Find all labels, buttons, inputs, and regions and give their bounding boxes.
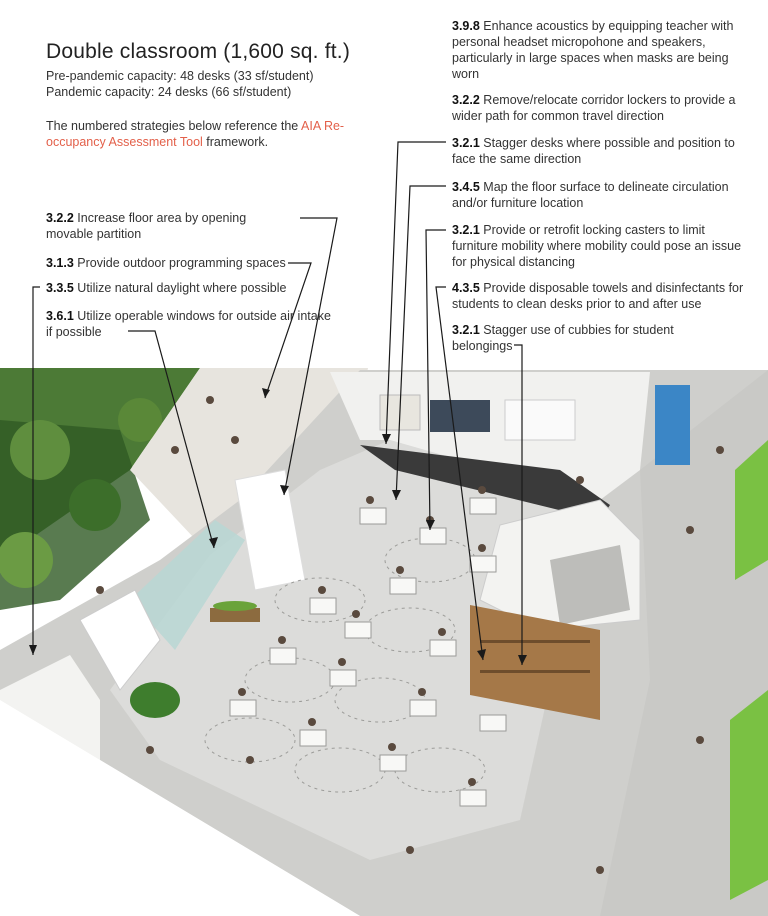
strategy-number: 3.6.1 xyxy=(46,309,74,323)
strategy-text: Map the floor surface to delineate circulation and/or furniture location xyxy=(452,180,729,210)
callout-right-4 xyxy=(452,179,742,211)
strategy-number: 3.2.2 xyxy=(452,93,480,107)
callout-left-4 xyxy=(46,308,336,340)
strategy-text: Increase floor area by opening movable partition xyxy=(46,211,247,241)
strategy-number: 3.2.1 xyxy=(452,136,480,150)
strategy-text: Provide outdoor programming spaces xyxy=(77,256,286,270)
callout-right-2 xyxy=(452,92,742,124)
strategy-number: 3.3.5 xyxy=(46,281,74,295)
intro-after: framework. xyxy=(202,135,269,149)
callout-right-6 xyxy=(452,280,752,312)
strategy-number: 3.4.5 xyxy=(452,180,480,194)
strategy-text: Utilize operable windows for outside air intake if possible xyxy=(46,309,331,339)
strategy-text: Stagger desks where possible and position to face the same direction xyxy=(452,136,735,166)
strategy-text: Provide disposable towels and disinfectants for students to clean desks prior to and after use xyxy=(452,281,744,311)
pandemic-capacity: Pandemic capacity: 24 desks (66 sf/student) xyxy=(46,85,292,99)
strategy-number: 3.2.1 xyxy=(452,223,480,237)
strategy-number: 3.9.8 xyxy=(452,19,480,33)
page-title: Double classroom (1,600 sq. ft.) xyxy=(46,40,351,63)
callout-right-7 xyxy=(452,322,722,354)
strategy-text: Enhance acoustics by equipping teacher with personal headset micropohone and speakers, particularly in large spaces when masks are being worn xyxy=(452,19,734,81)
callout-left-2 xyxy=(46,255,306,271)
prepandemic-capacity: Pre-pandemic capacity: 48 desks (33 sf/student) xyxy=(46,69,314,83)
strategy-number: 3.2.2 xyxy=(46,211,74,225)
intro-text xyxy=(46,118,346,150)
callout-right-1 xyxy=(452,18,742,82)
strategy-text: Remove/relocate corridor lockers to provide a wider path for common travel direction xyxy=(452,93,736,123)
strategy-text: Utilize natural daylight where possible xyxy=(77,281,287,295)
strategy-text: Stagger use of cubbies for student belongings xyxy=(452,323,674,353)
callout-left-1 xyxy=(46,210,296,242)
callout-left-3 xyxy=(46,280,306,296)
strategy-text: Provide or retrofit locking casters to limit furniture mobility where mobility could pose an issue for physical distancing xyxy=(452,223,742,269)
strategy-number: 3.1.3 xyxy=(46,256,74,270)
aia-tool-link[interactable]: AIA Re-occupancy Assessment Tool xyxy=(46,119,345,149)
callout-right-5 xyxy=(452,222,742,270)
strategy-number: 4.3.5 xyxy=(452,281,480,295)
intro-before: The numbered strategies below reference the xyxy=(46,119,302,133)
callout-right-3 xyxy=(452,135,742,167)
strategy-number: 3.2.1 xyxy=(452,323,480,337)
